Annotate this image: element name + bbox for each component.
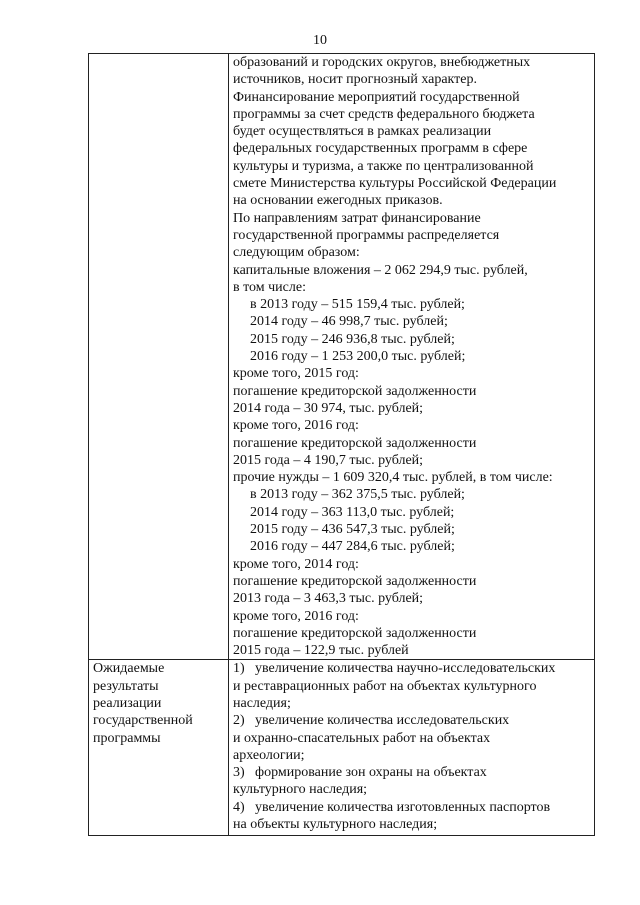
text-line: программы за счет средств федерального бюджета bbox=[233, 106, 535, 122]
result-line bbox=[233, 816, 590, 833]
text-line: в том числе: bbox=[233, 279, 306, 295]
text-line: погашение кредиторской задолженности bbox=[233, 435, 477, 451]
text-line: следующим образом: bbox=[233, 245, 360, 261]
text-line: федеральных государственных программ в сфере bbox=[233, 141, 528, 157]
text-line: кроме того, 2016 год: bbox=[233, 608, 359, 624]
text-line: 2015 года – 4 190,7 тыс. рублей; bbox=[233, 452, 424, 468]
label-line: программы bbox=[93, 730, 161, 746]
text-line: культуры и туризма, а также по централизованной bbox=[233, 158, 534, 174]
result-line bbox=[233, 799, 590, 816]
result-text: и охранно-спасательных работ на объектах bbox=[233, 730, 491, 746]
list-number: 3) bbox=[233, 765, 245, 781]
result-line bbox=[233, 678, 590, 695]
text-line: капитальные вложения – 2 062 294,9 тыс. рублей, bbox=[233, 262, 528, 278]
text-line: погашение кредиторской задолженности bbox=[233, 383, 477, 399]
result-text: увеличение количества изготовленных паспортов bbox=[255, 799, 551, 815]
text-line: 2015 году – 436 547,3 тыс. рублей; bbox=[250, 522, 455, 538]
result-text: увеличение количества исследовательских bbox=[255, 713, 510, 729]
text-line: Финансирование мероприятий государственной bbox=[233, 89, 520, 105]
result-text: культурного наследия; bbox=[233, 782, 368, 798]
text-line: 2016 году – 447 284,6 тыс. рублей; bbox=[250, 539, 455, 555]
program-passport-table bbox=[88, 53, 595, 836]
text-line: кроме того, 2016 год: bbox=[233, 418, 359, 434]
text-line: погашение кредиторской задолженности bbox=[233, 625, 477, 641]
list-number: 2) bbox=[233, 713, 245, 729]
result-line bbox=[233, 747, 590, 764]
text-line: будет осуществляться в рамках реализации bbox=[233, 124, 492, 140]
result-text: на объекты культурного наследия; bbox=[233, 817, 438, 833]
label-line: результаты bbox=[93, 678, 159, 694]
text-line: на основании ежегодных приказов. bbox=[233, 193, 443, 209]
label-line: Ожидаемые bbox=[93, 661, 165, 677]
result-line bbox=[233, 781, 590, 798]
text-line: государственной программы распределяется bbox=[233, 227, 500, 243]
table-row-expected-results bbox=[89, 660, 595, 836]
result-text: увеличение количества научно-исследовательских bbox=[255, 661, 556, 677]
text-line: смете Министерства культуры Российской Федерации bbox=[233, 176, 557, 192]
text-line: источников, носит прогнозный характер. bbox=[233, 72, 478, 88]
text-line: прочие нужды – 1 609 320,4 тыс. рублей, в том числе: bbox=[233, 470, 553, 486]
text-line: образований и городских округов, внебюджетных bbox=[233, 55, 531, 70]
list-number: 1) bbox=[233, 661, 245, 677]
text-line: в 2013 году – 515 159,4 тыс. рублей; bbox=[250, 297, 465, 313]
text-line: в 2013 году – 362 375,5 тыс. рублей; bbox=[250, 487, 465, 503]
table-row-financing bbox=[89, 54, 595, 660]
expected-results-list bbox=[229, 660, 595, 836]
text-line: 2013 года – 3 463,3 тыс. рублей; bbox=[233, 591, 424, 607]
result-line bbox=[233, 695, 590, 712]
result-text: археологии; bbox=[233, 747, 305, 763]
result-text: формирование зон охраны на объектах bbox=[255, 765, 487, 781]
result-text: и реставрационных работ на объектах культурного bbox=[233, 678, 537, 694]
text-line: 2014 года – 30 974, тыс. рублей; bbox=[233, 400, 424, 416]
text-line: кроме того, 2014 год: bbox=[233, 556, 359, 572]
text-line: 2016 году – 1 253 200,0 тыс. рублей; bbox=[250, 349, 466, 365]
result-text: наследия; bbox=[233, 695, 291, 711]
page-number: 10 bbox=[313, 33, 327, 48]
text-line: кроме того, 2015 год: bbox=[233, 366, 359, 382]
result-line bbox=[233, 660, 590, 677]
label-line: реализации bbox=[93, 695, 162, 711]
label-line: государственной bbox=[93, 713, 193, 729]
text-line: По направлениям затрат финансирование bbox=[233, 210, 481, 226]
list-number: 4) bbox=[233, 799, 245, 815]
text-line: 2014 году – 46 998,7 тыс. рублей; bbox=[250, 314, 448, 330]
result-line bbox=[233, 764, 590, 781]
text-line: 2014 году – 363 113,0 тыс. рублей; bbox=[250, 504, 455, 520]
financing-details bbox=[229, 54, 595, 660]
row-label-expected-results bbox=[89, 660, 229, 836]
result-line bbox=[233, 730, 590, 747]
text-line: 2015 года – 122,9 тыс. рублей bbox=[233, 643, 409, 659]
result-line bbox=[233, 712, 590, 729]
text-line: 2015 году – 246 936,8 тыс. рублей; bbox=[250, 331, 455, 347]
text-line: погашение кредиторской задолженности bbox=[233, 573, 477, 589]
row-label-financing bbox=[89, 54, 229, 660]
